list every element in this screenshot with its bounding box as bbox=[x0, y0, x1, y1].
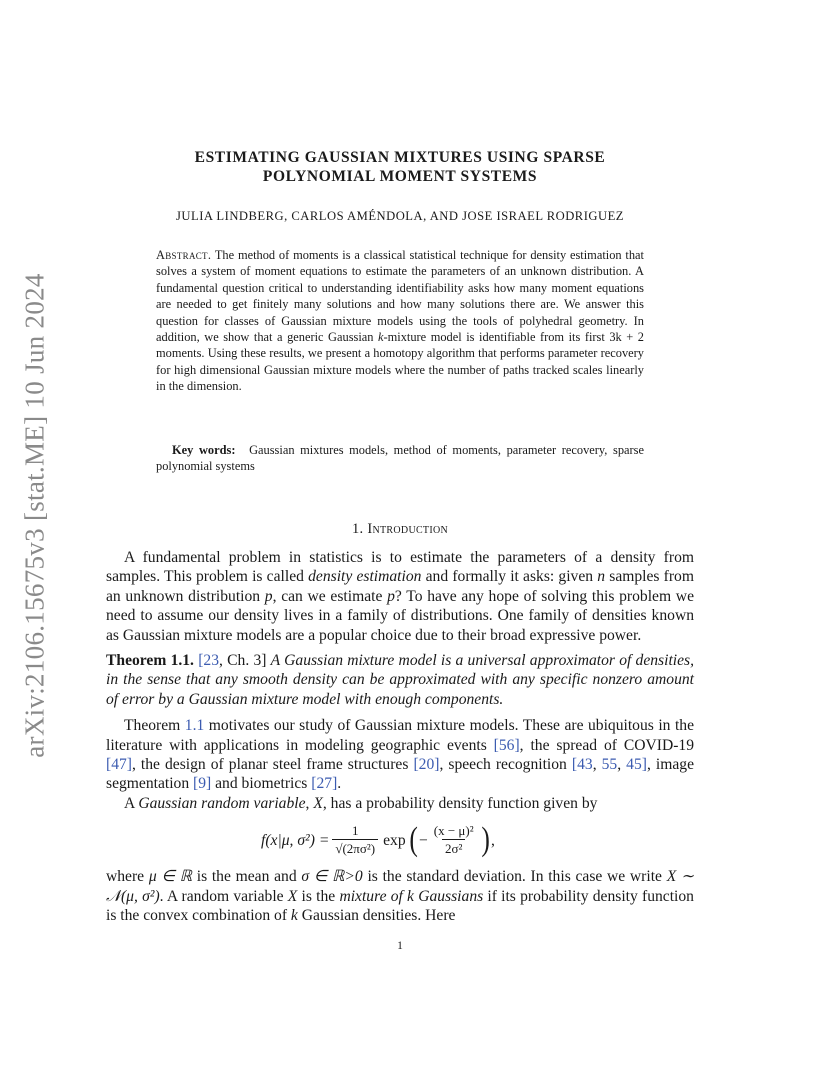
theorem-1-1: Theorem 1.1. [23, Ch. 3] A Gaussian mixture model is a universal approximator of densities, in the sense that any smooth density can be approximated with any specific nonzero amount of error by a Gaussian mixture model with enough components. bbox=[106, 652, 695, 708]
keywords-label: Key words: bbox=[172, 443, 236, 457]
citation-link-9[interactable]: [9] bbox=[193, 775, 212, 793]
abstract-label: Abstract. bbox=[156, 248, 212, 262]
citation-link-27[interactable]: [27] bbox=[311, 775, 338, 793]
abstract-text-1: The method of moments is a classical statistical technique for density estimation that solves a system of moment equations to estimate the parameters of an unknown distribution. A fundamental question critical to understanding identifiability asks how many moment equations are needed to get finitely many solutions and how many solutions there are. We answer this question for classes of Gaussian mixture models using the tools of polyhedral geometry. In addition, we show that a generic Gaussian bbox=[156, 248, 644, 345]
right-paren: ) bbox=[481, 821, 490, 859]
citation-link-55[interactable]: 55 bbox=[601, 756, 618, 774]
exp-function: exp bbox=[383, 831, 406, 849]
body-text bbox=[106, 548, 694, 926]
keywords-text: Gaussian mixtures models, method of moments, parameter recovery, sparse polynomial systems bbox=[156, 443, 644, 474]
theorem-ref-link[interactable]: 1.1 bbox=[184, 717, 205, 735]
equation-lhs: f(x|μ, σ²) = bbox=[261, 831, 330, 849]
citation-link-47[interactable]: [47] bbox=[106, 756, 132, 774]
citation-link-20[interactable]: [20] bbox=[413, 756, 440, 774]
theorem-label: Theorem 1.1. bbox=[106, 652, 194, 670]
section-heading-introduction: 1. Introduction bbox=[351, 521, 449, 537]
arxiv-sidebar bbox=[14, 272, 56, 758]
keywords bbox=[156, 442, 644, 475]
abstract-k: k bbox=[378, 330, 384, 345]
author-list: JULIA LINDBERG, CARLOS AMÉNDOLA, AND JOSE ISRAEL RODRIGUEZ bbox=[176, 209, 624, 223]
citation-link-45[interactable]: 45] bbox=[626, 756, 647, 774]
arxiv-identifier: arXiv:2106.15675v3 [stat.ME] 10 Jun 2024 bbox=[19, 272, 50, 758]
left-paren: ( bbox=[409, 821, 418, 859]
abstract-text-3: moments. Using these results, we present a homotopy algorithm that performs parameter recovery for high dimensional Gaussian mixture models where the number of paths tracked scales linearly in the dimension. bbox=[156, 346, 644, 394]
citation-link-23[interactable]: [23 bbox=[198, 652, 219, 670]
title-line-1: ESTIMATING GAUSSIAN MIXTURES USING SPARSE bbox=[194, 149, 606, 166]
paragraph-1: A fundamental problem in statistics is to estimate the parameters of a density from samples. This problem is called density estimation and formally it asks: given n samples from an unknown distribution p, can we estimate p? To have any hope of solving this problem we need to assume our density lives in a family of distributions. One family of densities known as Gaussian mixture models are a popular choice due to their broad expressive power. bbox=[106, 549, 694, 644]
paper-title bbox=[106, 148, 694, 186]
paragraph-4: where μ ∈ ℝ is the mean and σ ∈ ℝ>0 is the standard deviation. In this case we write X ∼ 𝒩(μ, σ²). A random variable X is the mixture of k Gaussians if its probability density function is the convex combination of k Gaussian densities. Here bbox=[106, 868, 694, 925]
normalizing-fraction: $\frac{1}{\text{√(2πσ²)}}$ bbox=[332, 823, 378, 857]
paragraph-2: Theorem 1.1 motivates our study of Gaussian mixture models. These are ubiquitous in the literature with applications in modeling geographic events [56], the spread of COVID-19 [47], the design of planar steel frame structures [20], speech recognition [43, 55, 45], image segmentation [9] and biometrics [27]. bbox=[106, 717, 694, 793]
paragraph-3: A Gaussian random variable, X, has a probability density function given by bbox=[124, 794, 598, 812]
theorem-statement: A Gaussian mixture model is a universal approximator of densities, in the sense that any smooth density can be approximated with any specific nonzero amount of error by a Gaussian mixture model with enough components. bbox=[106, 652, 695, 708]
gaussian-density-equation: f(x|μ, σ²) = $\frac{1}{\text{√(2πσ²)}}$ exp ( − $\frac{\text{(x − μ)²}}{\text{2σ²}}$ ) , bbox=[261, 821, 495, 859]
citation-link-43[interactable]: [43 bbox=[571, 756, 593, 774]
exponent-fraction: $\frac{\text{(x − μ)²}}{\text{2σ²}}$ bbox=[433, 823, 474, 857]
abstract bbox=[156, 247, 644, 395]
abstract-text-2: -mixture model is identifiable from its first bbox=[383, 330, 610, 345]
page-number: 1 bbox=[397, 940, 403, 952]
title-line-2: POLYNOMIAL MOMENT SYSTEMS bbox=[262, 168, 538, 185]
citation-link-56[interactable]: [56] bbox=[493, 736, 520, 754]
abstract-moments: 3k + 2 bbox=[609, 330, 644, 345]
